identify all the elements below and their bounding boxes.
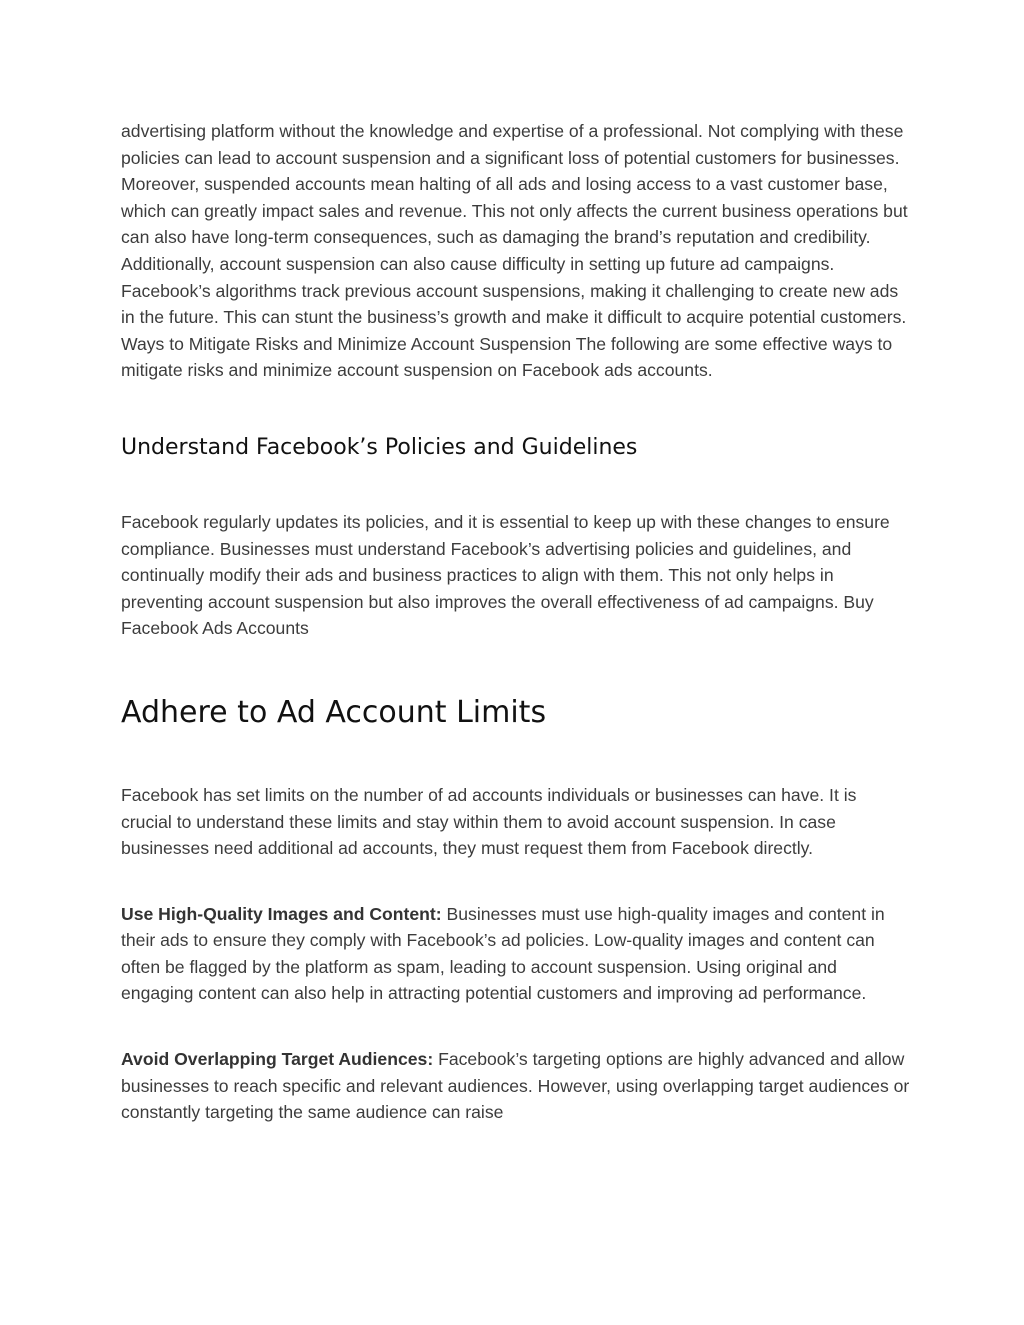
tip-lead-images: Use High-Quality Images and Content: <box>121 903 442 924</box>
policies-paragraph: Facebook regularly updates its policies, and it is essential to keep up with these changes to ensure compliance. Businesses must understand Facebook’s advertising policies and guidelines, and continually modify their ads and business practices to align with them. This not only helps in preventing account suspension but also improves the overall effectiveness of ad campaigns. Buy Facebook Ads Accounts <box>121 511 890 639</box>
policies-heading: Understand Facebook’s Policies and Guidelines <box>121 434 638 460</box>
account-limits-paragraph: Facebook has set limits on the number of ad accounts individuals or businesses can have. It is crucial to understand these limits and stay within them to avoid account suspension. In case businesses need additional ad accounts, they must request them from Facebook directly. <box>121 784 857 859</box>
tip-paragraph-images <box>121 901 911 1007</box>
intro-paragraph: advertising platform without the knowledge and expertise of a professional. Not complying with these policies can lead to account suspension and a significant loss of potential customers for businesses. Moreover, suspended accounts mean halting of all ads and losing access to a vast customer base, which can greatly impact sales and revenue. This not only affects the current business operations but can also have long-term consequences, such as damaging the brand’s reputation and credibility. Additionally, account suspension can also cause difficulty in setting up future ad campaigns. Facebook’s algorithms track previous account suspensions, making it challenging to create new ads in the future. This can stunt the business’s growth and make it difficult to acquire potential customers. Ways to Mitigate Risks and Minimize Account Suspension The following are some effective ways to mitigate risks and minimize account suspension on Facebook ads accounts. <box>121 121 908 381</box>
tip-lead-audiences: Avoid Overlapping Target Audiences: <box>121 1049 434 1070</box>
tip-body-images: Businesses must use high-quality images and content in their ads to ensure they comply with Facebook’s ad policies. Low-quality images and content can often be flagged by the platform as spam, leading to account suspension. Using original and engaging content can also help in attracting potential customers and improving ad performance. <box>121 903 885 1004</box>
account-limits-heading: Adhere to Ad Account Limits <box>121 694 547 730</box>
tip-body-audiences: Facebook’s targeting options are highly advanced and allow businesses to reach specific and relevant audiences. However, using overlapping target audiences or constantly targeting the same audience can raise <box>121 1049 910 1123</box>
document-page <box>121 118 911 1126</box>
tip-paragraph-audiences <box>121 1046 911 1126</box>
